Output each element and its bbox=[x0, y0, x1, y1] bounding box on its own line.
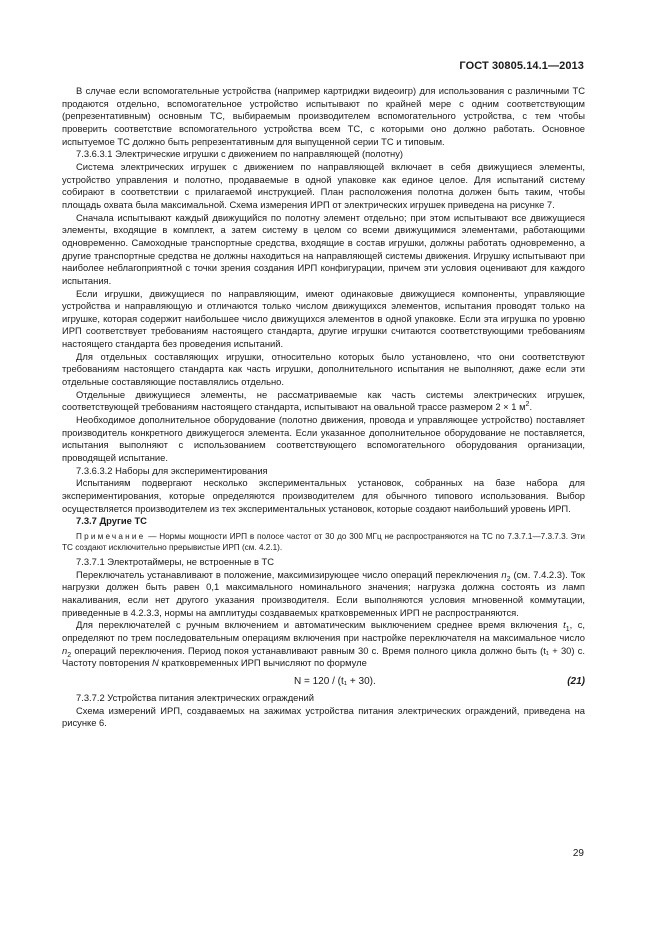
page-number: 29 bbox=[572, 848, 584, 859]
variable-n: n bbox=[501, 568, 507, 580]
document-body bbox=[62, 85, 585, 730]
paragraph: В случае если вспомогательные устройства (например картриджи видеоигр) для использования с различными ТС продаются отдельно, вспомогательное устройство испытывают по крайней мере с одним соответствующим (репрезентативным) основным ТС, выбираемым производителем вспомогательного устройства, с тем чтобы проверить соответствие вспомогательного устройства всем ТС, с которыми оно должно работать. Основное испытуемое ТС должно быть репрезентативным для выпущенной серии ТС и типовым. bbox=[62, 85, 585, 147]
section-heading-7-3-6-3-2: 7.3.6.3.2 Наборы для экспериментирования bbox=[76, 464, 268, 476]
paragraph-text: операций переключения. Период покоя устанавливают равным 30 с. Время полного цикла должно быть bbox=[71, 644, 541, 656]
note bbox=[62, 531, 585, 553]
paragraph: Сначала испытывают каждый движущийся по полотну элемент отдельно; при этом испытывают все движущиеся элементы, входящие в комплект, а затем систему в целом со всеми движущимися элементами, работающими одновременно. Самоходные транспортные средства, входящие в состав игрушки, должны работать одновременно, а другие транспортные средства не должны находиться на направляющей системы движения. Игрушку испытывают при наиболее неблагоприятной с точки зрения создания ИРП конфигурации, причем эти условия оценивают для каждого испытания. bbox=[62, 211, 585, 286]
paragraph-text: Переключатель устанавливают в положение, максимизирующее число операций переключения bbox=[76, 568, 502, 580]
paragraph-text: Отдельные движущиеся элементы, не рассматриваемые как часть системы электрических игрушек, соответствующей требованиям настоящего стандарта, испытывают на овальной трассе размером 2 × 1 м bbox=[62, 388, 585, 413]
variable-n: n bbox=[62, 644, 68, 656]
variable-N: N bbox=[152, 657, 159, 669]
paragraph: Испытаниям подвергают несколько экспериментальных установок, собранных на базе набора для экспериментирования, которые определяются производителем для обычного типового использования. Выбор осуществляется производителем из тех экспериментальных установок, которые создают наибольший уровень ИРП. bbox=[62, 477, 585, 514]
subscript: 2 bbox=[506, 575, 511, 583]
document-id: ГОСТ 30805.14.1—2013 bbox=[459, 60, 584, 72]
paragraph bbox=[62, 619, 585, 670]
formula-expression: N = 120 / (t₁ + 30). bbox=[294, 675, 376, 687]
paragraph: Необходимое дополнительное оборудование (полотно движения, провода и управляющее устройство) поставляет производитель конкретного движущегося элемента. Если указанное дополнительное оборудование не поставляется, испытания выполняют с использованием соответствующего вспомогательного оборудования организации, проводящей испытание. bbox=[62, 414, 585, 464]
paragraph-text: с. Частоту повторения bbox=[62, 644, 586, 669]
paragraph: Для отдельных составляющих игрушки, относительно которых было установлено, что они соответствуют требованиям настоящего стандарта как часть игрушки, дополнительного испытания не выполняют, даже если эти отдельные составляющие поставлялись отдельно. bbox=[62, 350, 585, 388]
section-heading-7-3-7: 7.3.7 Другие ТС bbox=[76, 515, 147, 527]
subscript: 1 bbox=[565, 626, 570, 634]
paragraph bbox=[62, 569, 585, 620]
paragraph-text: Для переключателей с ручным включением и автоматическим выключением среднее время включения bbox=[76, 619, 564, 631]
paragraph-text: кратковременных ИРП вычисляют по формуле bbox=[158, 657, 367, 669]
formula-block bbox=[62, 672, 585, 692]
paragraph bbox=[62, 389, 585, 414]
superscript: 2 bbox=[525, 401, 530, 409]
inline-formula: (t₁ + 30) bbox=[540, 644, 575, 656]
section-heading-7-3-7-2: 7.3.7.2 Устройства питания электрических ограждений bbox=[76, 691, 315, 703]
paragraph-text: . bbox=[529, 401, 533, 413]
note-text: — Нормы мощности ИРП в полосе частот от 30 до 300 МГц не распространяются на ТС по 7.3.7.1—7.3.7.3. Эти ТС создают исключительно прерывистые ИРП (см. 4.2.1). bbox=[62, 531, 585, 552]
paragraph: Система электрических игрушек с движением по направляющей включает в себя движущиеся элементы, устройство управления и полотно, продаваемые в одной упаковке как единое целое. Для испытаний систему собирают в соответствии с прилагаемой инструкцией. План расположения полотна должен быть таким, чтобы площадь охвата была максимальной. Схема измерения ИРП от электрических игрушек приведена на рисунке 7. bbox=[62, 160, 585, 210]
variable-t: t bbox=[563, 619, 566, 631]
paragraph: Схема измерений ИРП, создаваемых на зажимах устройства питания электрических ограждений, приведена на рисунке 6. bbox=[62, 704, 585, 729]
paragraph-text: (см. 7.4.2.3). Ток нагрузки должен быть равен 0,1 максимального номинального значения; нагрузка должна состоять из ламп накаливания, если нет другого указания производителя. Если выполняются условия мгновенной коммутации, приведенные в 4.2.3.3, нормы на амплитуды создаваемых кратковременных ИРП не распространяются. bbox=[62, 568, 585, 618]
paragraph: Если игрушки, движущиеся по направляющим, имеют одинаковые движущиеся компоненты, управляющие устройства и направляющую и отличаются только числом движущихся элементов, испытания проводят только на игрушке, которая содержит наибольшее число движущихся элементов в одной упаковке. Если эта игрушка по уровню ИРП соответствует требованиям настоящего стандарта, другие игрушки считаются соответствующими требованиям настоящего стандарта без проведения испытаний. bbox=[62, 287, 585, 350]
section-heading-7-3-7-1: 7.3.7.1 Электротаймеры, не встроенные в ТС bbox=[76, 555, 275, 567]
section-heading-7-3-6-3-1: 7.3.6.3.1 Электрические игрушки с движением по направляющей (полотну) bbox=[76, 148, 404, 160]
note-label: Примечание bbox=[76, 531, 146, 541]
formula-number: (21) bbox=[567, 675, 585, 687]
paragraph-text: , с, определяют по трем последовательным операциям включения при настройке переключателя на максимальное число bbox=[62, 619, 585, 643]
subscript: 2 bbox=[67, 651, 72, 659]
